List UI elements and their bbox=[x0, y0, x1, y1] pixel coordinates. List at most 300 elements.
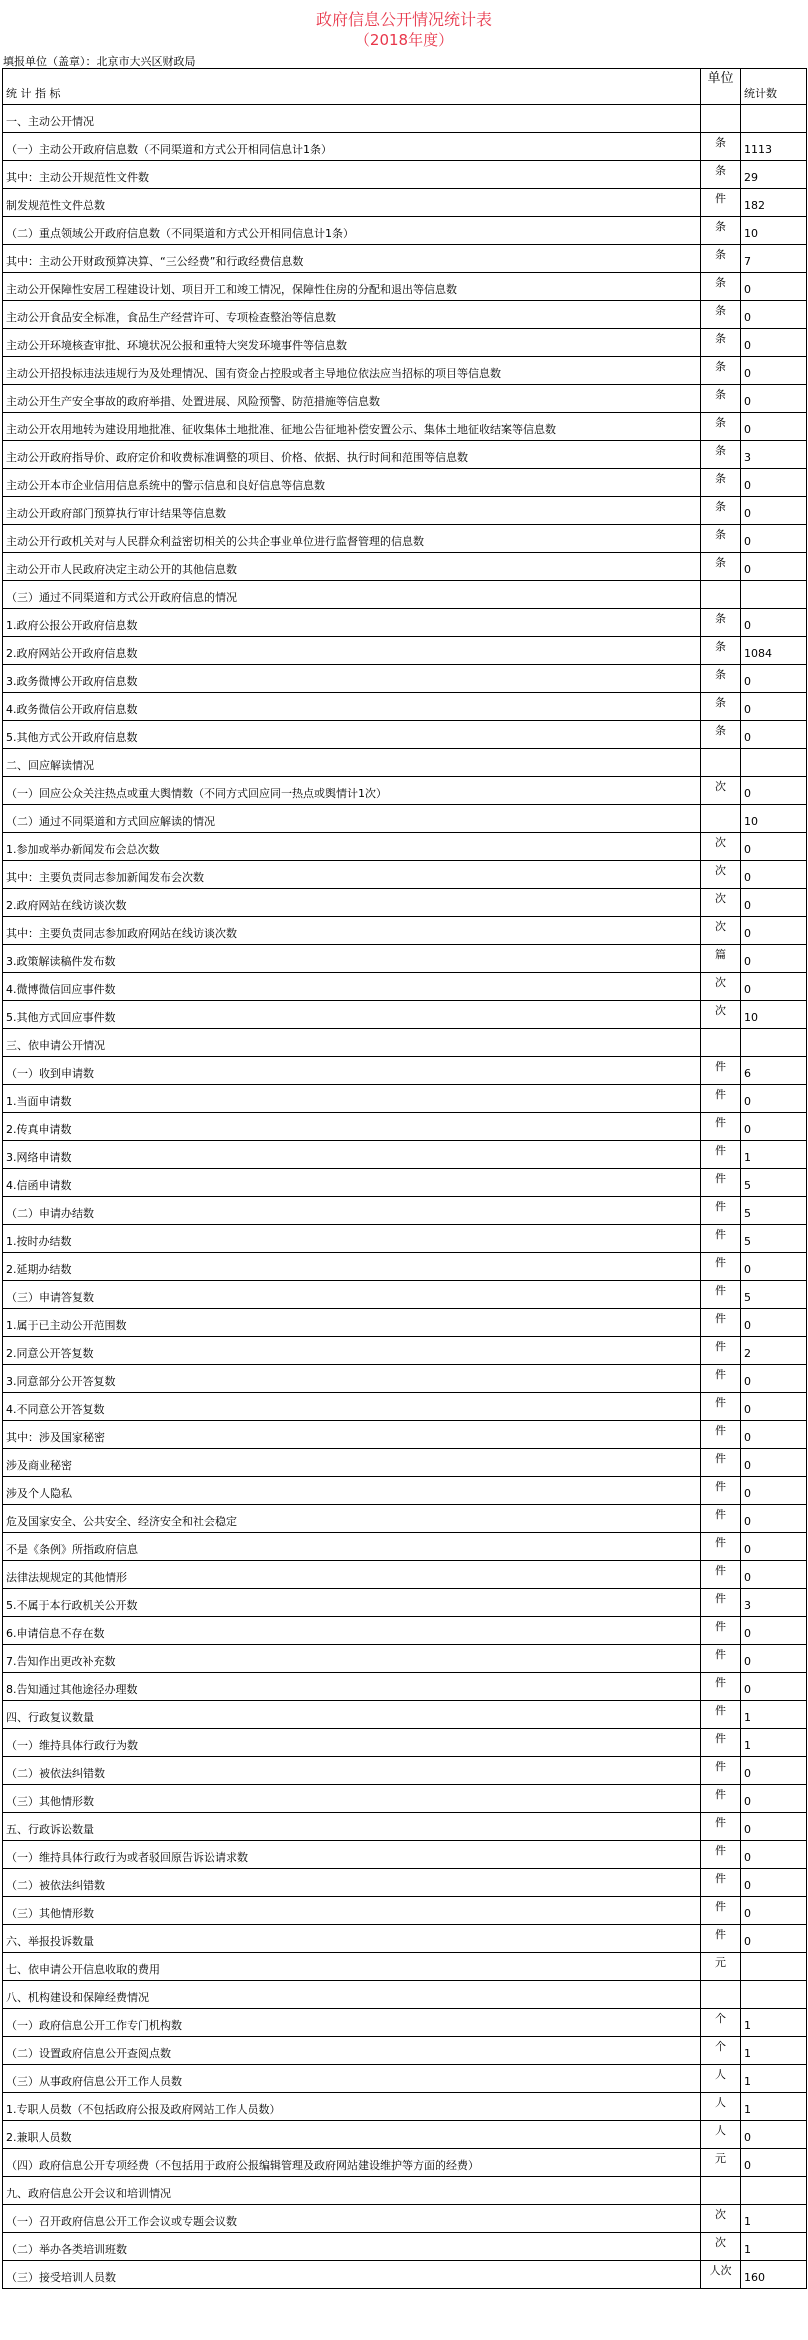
count-cell: 29 bbox=[741, 161, 807, 189]
unit-cell: 条 bbox=[701, 385, 741, 413]
unit-cell: 条 bbox=[701, 161, 741, 189]
table-row bbox=[3, 1001, 807, 1029]
unit-cell: 条 bbox=[701, 441, 741, 469]
count-cell: 182 bbox=[741, 189, 807, 217]
table-row bbox=[3, 525, 807, 553]
count-cell: 0 bbox=[741, 1617, 807, 1645]
unit-cell bbox=[701, 749, 741, 777]
count-cell: 160 bbox=[741, 2261, 807, 2289]
indicator-label: （一）政府信息公开工作专门机构数 bbox=[3, 2009, 701, 2037]
indicator-label: 其中：主要负责同志参加新闻发布会次数 bbox=[3, 861, 701, 889]
indicator-label: 5.其他方式回应事件数 bbox=[3, 1001, 701, 1029]
table-row bbox=[3, 1029, 807, 1057]
table-row bbox=[3, 693, 807, 721]
count-cell: 5 bbox=[741, 1225, 807, 1253]
table-row bbox=[3, 1953, 807, 1981]
unit-cell: 件 bbox=[701, 1729, 741, 1757]
table-row bbox=[3, 1617, 807, 1645]
unit-cell: 件 bbox=[701, 1169, 741, 1197]
table-row bbox=[3, 1897, 807, 1925]
unit-cell: 人 bbox=[701, 2093, 741, 2121]
indicator-label: （一）维持具体行政行为或者驳回原告诉讼请求数 bbox=[3, 1841, 701, 1869]
count-cell bbox=[741, 1981, 807, 2009]
table-row bbox=[3, 1253, 807, 1281]
unit-cell: 条 bbox=[701, 301, 741, 329]
count-cell: 0 bbox=[741, 973, 807, 1001]
indicator-label: 其中：主动公开财政预算决算、“三公经费”和行政经费信息数 bbox=[3, 245, 701, 273]
indicator-label: 3.网络申请数 bbox=[3, 1141, 701, 1169]
count-cell: 6 bbox=[741, 1057, 807, 1085]
indicator-label: （三）通过不同渠道和方式公开政府信息的情况 bbox=[3, 581, 701, 609]
count-cell: 0 bbox=[741, 861, 807, 889]
table-row bbox=[3, 1505, 807, 1533]
indicator-label: 主动公开行政机关对与人民群众利益密切相关的公共企事业单位进行监督管理的信息数 bbox=[3, 525, 701, 553]
table-row bbox=[3, 889, 807, 917]
unit-cell: 次 bbox=[701, 1001, 741, 1029]
count-cell: 0 bbox=[741, 2121, 807, 2149]
unit-cell: 个 bbox=[701, 2009, 741, 2037]
table-row bbox=[3, 1757, 807, 1785]
indicator-label: （二）重点领域公开政府信息数（不同渠道和方式公开相同信息计1条） bbox=[3, 217, 701, 245]
indicator-label: 主动公开本市企业信用信息系统中的警示信息和良好信息等信息数 bbox=[3, 469, 701, 497]
count-cell: 0 bbox=[741, 1561, 807, 1589]
table-row bbox=[3, 245, 807, 273]
table-row bbox=[3, 301, 807, 329]
count-cell bbox=[741, 1029, 807, 1057]
table-row bbox=[3, 2177, 807, 2205]
unit-cell: 条 bbox=[701, 469, 741, 497]
count-cell: 0 bbox=[741, 945, 807, 973]
count-cell: 0 bbox=[741, 525, 807, 553]
count-cell: 1084 bbox=[741, 637, 807, 665]
unit-cell bbox=[701, 581, 741, 609]
table-row bbox=[3, 1589, 807, 1617]
count-cell: 5 bbox=[741, 1281, 807, 1309]
unit-cell: 元 bbox=[701, 1953, 741, 1981]
indicator-label: 其中：涉及国家秘密 bbox=[3, 1421, 701, 1449]
count-cell: 0 bbox=[741, 1365, 807, 1393]
count-cell: 0 bbox=[741, 1757, 807, 1785]
indicator-label: （二）通过不同渠道和方式回应解读的情况 bbox=[3, 805, 701, 833]
unit-cell: 次 bbox=[701, 889, 741, 917]
indicator-label: 3.同意部分公开答复数 bbox=[3, 1365, 701, 1393]
unit-cell: 件 bbox=[701, 1057, 741, 1085]
count-cell: 0 bbox=[741, 1897, 807, 1925]
indicator-label: 主动公开政府部门预算执行审计结果等信息数 bbox=[3, 497, 701, 525]
unit-cell: 件 bbox=[701, 1393, 741, 1421]
unit-cell: 条 bbox=[701, 217, 741, 245]
table-row bbox=[3, 1785, 807, 1813]
count-cell: 0 bbox=[741, 1505, 807, 1533]
count-cell bbox=[741, 1953, 807, 1981]
table-row bbox=[3, 1113, 807, 1141]
count-cell: 0 bbox=[741, 609, 807, 637]
count-cell: 0 bbox=[741, 553, 807, 581]
table-row bbox=[3, 637, 807, 665]
unit-cell: 件 bbox=[701, 1505, 741, 1533]
table-row bbox=[3, 1701, 807, 1729]
unit-cell: 件 bbox=[701, 1589, 741, 1617]
indicator-label: （三）从事政府信息公开工作人员数 bbox=[3, 2065, 701, 2093]
table-row bbox=[3, 497, 807, 525]
table-row bbox=[3, 385, 807, 413]
unit-cell: 条 bbox=[701, 665, 741, 693]
indicator-label: 六、举报投诉数量 bbox=[3, 1925, 701, 1953]
count-cell: 0 bbox=[741, 721, 807, 749]
table-row bbox=[3, 469, 807, 497]
indicator-label: 2.政府网站公开政府信息数 bbox=[3, 637, 701, 665]
unit-cell: 次 bbox=[701, 777, 741, 805]
count-cell: 0 bbox=[741, 273, 807, 301]
unit-cell: 次 bbox=[701, 973, 741, 1001]
unit-cell: 元 bbox=[701, 2149, 741, 2177]
count-cell: 1 bbox=[741, 2205, 807, 2233]
unit-cell: 人次 bbox=[701, 2261, 741, 2289]
table-header-row bbox=[3, 69, 807, 105]
table-row bbox=[3, 805, 807, 833]
table-row bbox=[3, 721, 807, 749]
unit-cell: 次 bbox=[701, 833, 741, 861]
indicator-label: 1.属于已主动公开范围数 bbox=[3, 1309, 701, 1337]
indicator-label: 8.告知通过其他途径办理数 bbox=[3, 1673, 701, 1701]
indicator-label: 主动公开市人民政府决定主动公开的其他信息数 bbox=[3, 553, 701, 581]
table-row bbox=[3, 1337, 807, 1365]
indicator-label: 4.政务微信公开政府信息数 bbox=[3, 693, 701, 721]
indicator-label: （一）回应公众关注热点或重大舆情数（不同方式回应同一热点或舆情计1次） bbox=[3, 777, 701, 805]
count-cell: 0 bbox=[741, 889, 807, 917]
count-cell: 1113 bbox=[741, 133, 807, 161]
unit-cell: 件 bbox=[701, 1225, 741, 1253]
unit-cell: 件 bbox=[701, 1813, 741, 1841]
table-row bbox=[3, 1533, 807, 1561]
table-row bbox=[3, 2149, 807, 2177]
count-cell bbox=[741, 2177, 807, 2205]
table-row bbox=[3, 861, 807, 889]
table-row bbox=[3, 189, 807, 217]
indicator-label: 涉及商业秘密 bbox=[3, 1449, 701, 1477]
indicator-label: 涉及个人隐私 bbox=[3, 1477, 701, 1505]
unit-cell: 件 bbox=[701, 1197, 741, 1225]
indicator-label: 主动公开农用地转为建设用地批准、征收集体土地批准、征地公告征地补偿安置公示、集体土地征收结案等信息数 bbox=[3, 413, 701, 441]
unit-cell: 条 bbox=[701, 497, 741, 525]
count-cell: 0 bbox=[741, 1421, 807, 1449]
table-row bbox=[3, 917, 807, 945]
indicator-label: 2.传真申请数 bbox=[3, 1113, 701, 1141]
indicator-label: 1.政府公报公开政府信息数 bbox=[3, 609, 701, 637]
table-row bbox=[3, 553, 807, 581]
table-row bbox=[3, 1141, 807, 1169]
indicator-label: 4.信函申请数 bbox=[3, 1169, 701, 1197]
table-row bbox=[3, 1393, 807, 1421]
unit-cell: 条 bbox=[701, 693, 741, 721]
table-row bbox=[3, 1841, 807, 1869]
indicator-label: （一）主动公开政府信息数（不同渠道和方式公开相同信息计1条） bbox=[3, 133, 701, 161]
count-cell: 0 bbox=[741, 1449, 807, 1477]
statistics-table bbox=[2, 68, 807, 2289]
unit-cell: 条 bbox=[701, 245, 741, 273]
unit-cell: 件 bbox=[701, 1533, 741, 1561]
table-row bbox=[3, 1365, 807, 1393]
unit-cell: 件 bbox=[701, 1757, 741, 1785]
count-cell: 0 bbox=[741, 693, 807, 721]
indicator-label: （三）其他情形数 bbox=[3, 1897, 701, 1925]
unit-cell: 条 bbox=[701, 329, 741, 357]
indicator-label: 5.其他方式公开政府信息数 bbox=[3, 721, 701, 749]
unit-cell: 件 bbox=[701, 1897, 741, 1925]
indicator-label: 主动公开招投标违法违规行为及处理情况、国有资金占控股或者主导地位依法应当招标的项目等信息数 bbox=[3, 357, 701, 385]
count-cell: 3 bbox=[741, 1589, 807, 1617]
count-cell: 0 bbox=[741, 2149, 807, 2177]
indicator-label: 1.按时办结数 bbox=[3, 1225, 701, 1253]
count-cell: 1 bbox=[741, 2037, 807, 2065]
table-row bbox=[3, 1673, 807, 1701]
table-row bbox=[3, 2037, 807, 2065]
indicator-label: （二）申请办结数 bbox=[3, 1197, 701, 1225]
table-row bbox=[3, 749, 807, 777]
indicator-label: 3.政策解读稿件发布数 bbox=[3, 945, 701, 973]
header-unit: 单位 bbox=[701, 69, 741, 105]
table-row bbox=[3, 1981, 807, 2009]
indicator-label: 三、依申请公开情况 bbox=[3, 1029, 701, 1057]
indicator-label: （二）被依法纠错数 bbox=[3, 1757, 701, 1785]
count-cell: 0 bbox=[741, 385, 807, 413]
table-row bbox=[3, 1645, 807, 1673]
count-cell: 0 bbox=[741, 1393, 807, 1421]
table-row bbox=[3, 133, 807, 161]
indicator-label: （四）政府信息公开专项经费（不包括用于政府公报编辑管理及政府网站建设维护等方面的经费） bbox=[3, 2149, 701, 2177]
unit-cell: 条 bbox=[701, 637, 741, 665]
unit-cell: 次 bbox=[701, 2233, 741, 2261]
unit-cell: 条 bbox=[701, 721, 741, 749]
unit-cell: 件 bbox=[701, 1253, 741, 1281]
indicator-label: （二）设置政府信息公开查阅点数 bbox=[3, 2037, 701, 2065]
indicator-label: （一）召开政府信息公开工作会议或专题会议数 bbox=[3, 2205, 701, 2233]
indicator-label: 4.微博微信回应事件数 bbox=[3, 973, 701, 1001]
indicator-label: 2.同意公开答复数 bbox=[3, 1337, 701, 1365]
count-cell: 0 bbox=[741, 301, 807, 329]
unit-cell: 条 bbox=[701, 525, 741, 553]
count-cell: 0 bbox=[741, 1113, 807, 1141]
count-cell bbox=[741, 105, 807, 133]
indicator-label: 4.不同意公开答复数 bbox=[3, 1393, 701, 1421]
indicator-label: 八、机构建设和保障经费情况 bbox=[3, 1981, 701, 2009]
table-row bbox=[3, 2009, 807, 2037]
count-cell: 10 bbox=[741, 1001, 807, 1029]
unit-cell: 条 bbox=[701, 609, 741, 637]
table-row bbox=[3, 161, 807, 189]
table-row bbox=[3, 665, 807, 693]
indicator-label: 九、政府信息公开会议和培训情况 bbox=[3, 2177, 701, 2205]
count-cell: 7 bbox=[741, 245, 807, 273]
count-cell bbox=[741, 749, 807, 777]
indicator-label: （三）其他情形数 bbox=[3, 1785, 701, 1813]
indicator-label: 主动公开政府指导价、政府定价和收费标准调整的项目、价格、依据、执行时间和范围等信息数 bbox=[3, 441, 701, 469]
indicator-label: 主动公开环境核查审批、环境状况公报和重特大突发环境事件等信息数 bbox=[3, 329, 701, 357]
unit-cell: 件 bbox=[701, 1477, 741, 1505]
count-cell: 0 bbox=[741, 469, 807, 497]
unit-cell: 件 bbox=[701, 1561, 741, 1589]
unit-cell: 件 bbox=[701, 189, 741, 217]
table-row bbox=[3, 1057, 807, 1085]
count-cell: 1 bbox=[741, 2233, 807, 2261]
table-row bbox=[3, 1197, 807, 1225]
table-row bbox=[3, 1477, 807, 1505]
indicator-label: （一）收到申请数 bbox=[3, 1057, 701, 1085]
table-row bbox=[3, 1561, 807, 1589]
indicator-label: 1.专职人员数（不包括政府公报及政府网站工作人员数） bbox=[3, 2093, 701, 2121]
header-indicator: 统 计 指 标 bbox=[3, 69, 701, 105]
table-row bbox=[3, 217, 807, 245]
table-row bbox=[3, 2065, 807, 2093]
table-row bbox=[3, 609, 807, 637]
table-row bbox=[3, 2233, 807, 2261]
unit-cell: 件 bbox=[701, 1673, 741, 1701]
count-cell: 0 bbox=[741, 1253, 807, 1281]
indicator-label: 其中：主动公开规范性文件数 bbox=[3, 161, 701, 189]
count-cell: 0 bbox=[741, 1477, 807, 1505]
unit-cell: 条 bbox=[701, 413, 741, 441]
unit-cell: 件 bbox=[701, 1365, 741, 1393]
count-cell: 0 bbox=[741, 1085, 807, 1113]
unit-cell: 件 bbox=[701, 1309, 741, 1337]
indicator-label: 主动公开生产安全事故的政府举措、处置进展、风险预警、防范措施等信息数 bbox=[3, 385, 701, 413]
table-row bbox=[3, 1449, 807, 1477]
count-cell: 0 bbox=[741, 1869, 807, 1897]
count-cell: 0 bbox=[741, 665, 807, 693]
indicator-label: 七、依申请公开信息收取的费用 bbox=[3, 1953, 701, 1981]
unit-cell: 件 bbox=[701, 1701, 741, 1729]
unit-cell: 条 bbox=[701, 133, 741, 161]
table-row bbox=[3, 1925, 807, 1953]
indicator-label: 二、回应解读情况 bbox=[3, 749, 701, 777]
table-row bbox=[3, 441, 807, 469]
count-cell: 1 bbox=[741, 2065, 807, 2093]
unit-cell: 人 bbox=[701, 2121, 741, 2149]
indicator-label: 2.延期办结数 bbox=[3, 1253, 701, 1281]
header-count: 统计数 bbox=[741, 69, 807, 105]
unit-cell: 次 bbox=[701, 861, 741, 889]
unit-cell: 件 bbox=[701, 1841, 741, 1869]
unit-cell: 件 bbox=[701, 1925, 741, 1953]
indicator-label: 制发规范性文件总数 bbox=[3, 189, 701, 217]
table-row bbox=[3, 833, 807, 861]
unit-cell: 次 bbox=[701, 2205, 741, 2233]
indicator-label: 一、主动公开情况 bbox=[3, 105, 701, 133]
table-row bbox=[3, 777, 807, 805]
unit-cell: 件 bbox=[701, 1421, 741, 1449]
indicator-label: 主动公开保障性安居工程建设计划、项目开工和竣工情况，保障性住房的分配和退出等信息数 bbox=[3, 273, 701, 301]
count-cell: 0 bbox=[741, 1841, 807, 1869]
count-cell: 5 bbox=[741, 1169, 807, 1197]
count-cell: 0 bbox=[741, 1925, 807, 1953]
table-row bbox=[3, 1869, 807, 1897]
count-cell: 0 bbox=[741, 1533, 807, 1561]
count-cell: 0 bbox=[741, 329, 807, 357]
count-cell: 10 bbox=[741, 805, 807, 833]
count-cell: 1 bbox=[741, 1701, 807, 1729]
report-year: （2018年度） bbox=[354, 31, 454, 49]
indicator-label: 危及国家安全、公共安全、经济安全和社会稳定 bbox=[3, 1505, 701, 1533]
indicator-label: 法律法规规定的其他情形 bbox=[3, 1561, 701, 1589]
indicator-label: （三）申请答复数 bbox=[3, 1281, 701, 1309]
table-row bbox=[3, 1225, 807, 1253]
indicator-label: 6.申请信息不存在数 bbox=[3, 1617, 701, 1645]
unit-cell: 件 bbox=[701, 1281, 741, 1309]
reporting-unit: 填报单位（盖章）：北京市大兴区财政局 bbox=[3, 55, 196, 68]
count-cell: 5 bbox=[741, 1197, 807, 1225]
count-cell bbox=[741, 581, 807, 609]
indicator-label: （二）被依法纠错数 bbox=[3, 1869, 701, 1897]
count-cell: 0 bbox=[741, 497, 807, 525]
table-row bbox=[3, 2205, 807, 2233]
unit-cell: 件 bbox=[701, 1141, 741, 1169]
table-row bbox=[3, 1169, 807, 1197]
table-row bbox=[3, 1421, 807, 1449]
unit-cell bbox=[701, 1029, 741, 1057]
unit-cell bbox=[701, 1981, 741, 2009]
indicator-label: 四、行政复议数量 bbox=[3, 1701, 701, 1729]
table-row bbox=[3, 581, 807, 609]
table-row bbox=[3, 357, 807, 385]
indicator-label: 2.兼职人员数 bbox=[3, 2121, 701, 2149]
count-cell: 0 bbox=[741, 917, 807, 945]
unit-cell: 条 bbox=[701, 553, 741, 581]
table-row bbox=[3, 413, 807, 441]
unit-cell bbox=[701, 805, 741, 833]
report-title: 政府信息公开情况统计表 bbox=[315, 10, 492, 29]
unit-cell: 条 bbox=[701, 357, 741, 385]
unit-cell: 条 bbox=[701, 273, 741, 301]
table-row bbox=[3, 1309, 807, 1337]
indicator-label: 五、行政诉讼数量 bbox=[3, 1813, 701, 1841]
table-row bbox=[3, 2261, 807, 2289]
unit-cell: 件 bbox=[701, 1617, 741, 1645]
statistics-table-body bbox=[3, 69, 807, 2289]
count-cell: 1 bbox=[741, 1729, 807, 1757]
table-row bbox=[3, 973, 807, 1001]
unit-cell: 件 bbox=[701, 1337, 741, 1365]
count-cell: 0 bbox=[741, 413, 807, 441]
count-cell: 0 bbox=[741, 1813, 807, 1841]
unit-cell: 件 bbox=[701, 1785, 741, 1813]
count-cell: 1 bbox=[741, 1141, 807, 1169]
count-cell: 0 bbox=[741, 1785, 807, 1813]
table-row bbox=[3, 2093, 807, 2121]
indicator-label: 1.参加或举办新闻发布会总次数 bbox=[3, 833, 701, 861]
count-cell: 1 bbox=[741, 2093, 807, 2121]
unit-cell bbox=[701, 2177, 741, 2205]
unit-cell: 件 bbox=[701, 1449, 741, 1477]
count-cell: 10 bbox=[741, 217, 807, 245]
unit-cell: 件 bbox=[701, 1645, 741, 1673]
unit-cell: 件 bbox=[701, 1113, 741, 1141]
unit-cell: 篇 bbox=[701, 945, 741, 973]
unit-cell: 人 bbox=[701, 2065, 741, 2093]
table-row bbox=[3, 2121, 807, 2149]
count-cell: 0 bbox=[741, 357, 807, 385]
table-row bbox=[3, 1085, 807, 1113]
indicator-label: 5.不属于本行政机关公开数 bbox=[3, 1589, 701, 1617]
count-cell: 0 bbox=[741, 777, 807, 805]
unit-cell: 次 bbox=[701, 917, 741, 945]
indicator-label: 主动公开食品安全标准，食品生产经营许可、专项检查整治等信息数 bbox=[3, 301, 701, 329]
indicator-label: （二）举办各类培训班数 bbox=[3, 2233, 701, 2261]
table-row bbox=[3, 1281, 807, 1309]
table-row bbox=[3, 945, 807, 973]
unit-cell: 件 bbox=[701, 1085, 741, 1113]
count-cell: 2 bbox=[741, 1337, 807, 1365]
count-cell: 3 bbox=[741, 441, 807, 469]
